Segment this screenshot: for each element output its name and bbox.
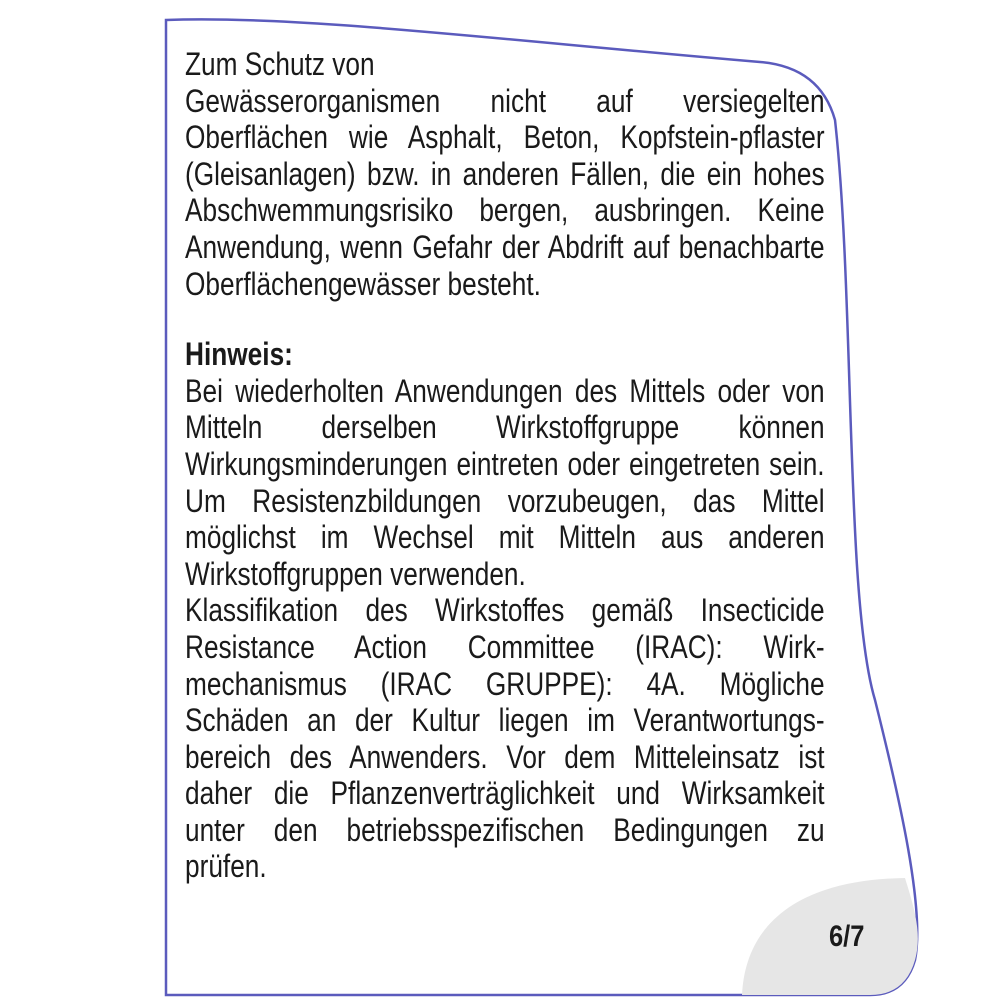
page-number: 6/7	[829, 920, 865, 953]
irac-classification-text: Klassifikation des Wirkstoffes gemäß Insecticide Resistance Action Committee (IRAC): Wirk-mechanismus (IRAC GRUPPE): 4A. Mögliche Schäden an der Kultur liegen im Verantwortungs-bereich des Anwenders. Vor dem Mitteleinsatz ist daher die Pflanzenverträglichkeit und Wirksamkeit unter den betriebsspezifischen Bedingungen zu prüfen.	[185, 592, 825, 885]
hinweis-heading: Hinweis:	[185, 336, 293, 373]
paragraph-gap	[185, 302, 710, 336]
water-protection-text: Gewässerorganismen nicht auf versiegelten Oberflächen wie Asphalt, Beton, Kopfstein-pflaster (Gleisanlagen) bzw. in anderen Fällen, die ein hohes Abschwemmungsrisiko bergen, ausbringen. Keine Anwendung, wenn Gefahr der Abdrift auf benachbarte Oberflächengewässer besteht.	[185, 82, 825, 302]
intro-line: Zum Schutz von	[185, 46, 375, 82]
label-text	[185, 46, 825, 885]
resistance-text: Bei wiederholten Anwendungen des Mittels oder von Mitteln derselben Wirkstoffgruppe können Wirkungsminderungen eintreten oder eingetreten sein. Um Resistenzbildungen vorzubeugen, das Mittel möglichst im Wechsel mit Mitteln aus anderen Wirkstoffgruppen verwenden.	[185, 372, 825, 592]
